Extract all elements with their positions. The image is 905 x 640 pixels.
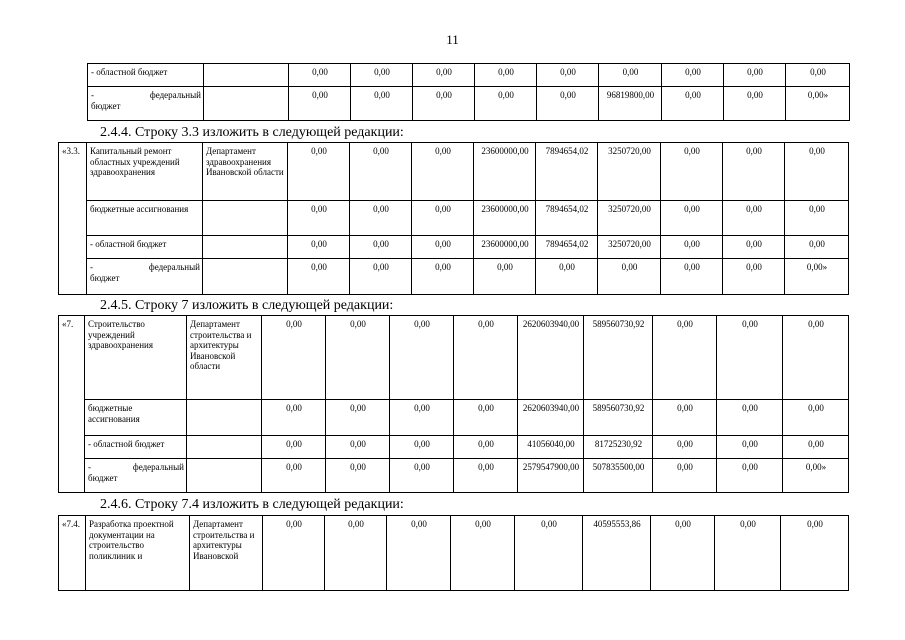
value-cell: 0,00 (288, 143, 350, 201)
table-row (59, 201, 849, 236)
value-cell: 96819800,00 (599, 87, 662, 121)
value-cell: 0,00 (651, 516, 715, 591)
value-cell: 7894654,02 (536, 201, 598, 236)
value-cell: 0,00 (288, 236, 350, 259)
value-cell: 0,00 (783, 316, 849, 400)
value-cell: 0,00» (785, 259, 849, 295)
value-cell: 0,00 (288, 201, 350, 236)
row-name: Разработка проектной документации на строительство поликлиник и (86, 516, 190, 591)
value-cell: 0,00 (724, 87, 786, 121)
executor-cell: Департамент здравоохранения Ивановской области (203, 143, 288, 201)
value-cell: 0,00 (412, 236, 474, 259)
executor-cell: Департамент строительства и архитектуры Ивановской области (187, 316, 262, 400)
value-cell: 0,00 (262, 316, 326, 400)
value-cell: 0,00 (412, 259, 474, 295)
value-cell: 0,00 (661, 201, 723, 236)
executor-cell (187, 459, 262, 493)
executor-cell (187, 400, 262, 436)
value-cell: 0,00 (413, 87, 475, 121)
value-cell: 0,00 (475, 64, 537, 87)
table-row-7 (58, 315, 849, 493)
value-cell: 0,00 (537, 64, 599, 87)
executor-cell (187, 436, 262, 459)
row-name: Капитальный ремонт областных учреждений здравоохранения (87, 143, 203, 201)
table-row-7-4 (58, 515, 849, 591)
value-cell: 0,00 (412, 143, 474, 201)
table-row (59, 236, 849, 259)
value-cell: 0,00 (662, 64, 724, 87)
page-number: 11 (446, 32, 459, 47)
row-name: - областной бюджет (88, 64, 204, 87)
value-cell: 0,00 (723, 259, 785, 295)
value-cell: 0,00 (785, 236, 849, 259)
table-row (88, 87, 850, 121)
value-cell: 7894654,02 (536, 236, 598, 259)
value-cell: 0,00 (783, 436, 849, 459)
value-cell: 0,00 (390, 400, 454, 436)
table-row (88, 64, 850, 87)
heading-row-7: 2.4.5. Строку 7 изложить в следующей редакции: (100, 298, 394, 313)
table-row (59, 436, 849, 459)
value-cell: 589560730,92 (584, 400, 653, 436)
value-cell: 0,00 (454, 316, 518, 400)
value-cell: 23600000,00 (474, 236, 536, 259)
table-row (59, 459, 849, 493)
value-cell: 0,00 (653, 459, 717, 493)
value-cell: 0,00 (350, 259, 412, 295)
value-cell: 507835500,00 (584, 459, 653, 493)
value-cell: 3250720,00 (598, 201, 661, 236)
table-top-continuation (87, 63, 850, 121)
value-cell: 0,00 (351, 64, 413, 87)
executor-cell (204, 64, 289, 87)
row-name: - федеральный бюджет (88, 87, 204, 121)
value-cell: 0,00 (661, 259, 723, 295)
value-cell: 0,00 (662, 87, 724, 121)
value-cell: 0,00 (454, 436, 518, 459)
value-cell: 0,00 (661, 143, 723, 201)
value-cell: 0,00 (785, 143, 849, 201)
table-row (59, 400, 849, 436)
value-cell: 0,00 (536, 259, 598, 295)
value-cell: 0,00 (454, 400, 518, 436)
value-cell: 0,00 (413, 64, 475, 87)
value-cell: 0,00 (325, 516, 387, 591)
value-cell: 0,00 (475, 87, 537, 121)
value-cell: 0,00 (390, 316, 454, 400)
heading-row-3-3: 2.4.4. Строку 3.3 изложить в следующей редакции: (100, 125, 404, 140)
row-name: - федеральный бюджет (85, 459, 187, 493)
value-cell: 41056040,00 (518, 436, 584, 459)
table-row (59, 316, 849, 400)
value-cell: 81725230,92 (584, 436, 653, 459)
value-cell: 0,00 (454, 459, 518, 493)
row-number: «3.3. (59, 143, 87, 295)
executor-cell (203, 201, 288, 236)
value-cell: 0,00 (387, 516, 451, 591)
value-cell: 0,00 (717, 400, 783, 436)
value-cell: 0,00 (724, 64, 786, 87)
row-name: - областной бюджет (87, 236, 203, 259)
value-cell: 0,00 (390, 459, 454, 493)
value-cell: 0,00 (289, 64, 351, 87)
value-cell: 0,00 (785, 201, 849, 236)
value-cell: 0,00 (598, 259, 661, 295)
table-row (59, 516, 849, 591)
value-cell: 0,00 (451, 516, 515, 591)
value-cell: 2620603940,00 (518, 316, 584, 400)
row-name: бюджетные ассигнования (87, 201, 203, 236)
value-cell: 0,00 (723, 236, 785, 259)
value-cell: 0,00 (599, 64, 662, 87)
value-cell: 0,00 (326, 459, 390, 493)
value-cell: 0,00 (781, 516, 849, 591)
value-cell: 0,00 (653, 316, 717, 400)
value-cell: 0,00 (653, 436, 717, 459)
value-cell: 0,00 (262, 459, 326, 493)
row-name: Строительство учреждений здравоохранения (85, 316, 187, 400)
table-row (59, 259, 849, 295)
value-cell: 589560730,92 (584, 316, 653, 400)
value-cell: 0,00 (262, 436, 326, 459)
value-cell: 0,00» (783, 459, 849, 493)
value-cell: 0,00 (537, 87, 599, 121)
value-cell: 0,00 (326, 400, 390, 436)
value-cell: 0,00 (390, 436, 454, 459)
value-cell: 0,00 (262, 400, 326, 436)
table-row (59, 143, 849, 201)
value-cell: 0,00 (661, 236, 723, 259)
value-cell: 7894654,02 (536, 143, 598, 201)
row-name: - областной бюджет (85, 436, 187, 459)
row-number: «7. (59, 316, 85, 493)
value-cell: 0,00 (715, 516, 781, 591)
value-cell: 2620603940,00 (518, 400, 584, 436)
value-cell: 0,00 (717, 316, 783, 400)
value-cell: 0,00 (263, 516, 325, 591)
executor-cell (203, 259, 288, 295)
value-cell: 0,00 (786, 64, 850, 87)
executor-cell (203, 236, 288, 259)
value-cell: 0,00» (786, 87, 850, 121)
value-cell: 23600000,00 (474, 201, 536, 236)
value-cell: 0,00 (783, 400, 849, 436)
row-number: «7.4. (59, 516, 86, 591)
value-cell: 2579547900,00 (518, 459, 584, 493)
value-cell: 0,00 (653, 400, 717, 436)
value-cell: 0,00 (412, 201, 474, 236)
value-cell: 0,00 (326, 436, 390, 459)
executor-cell: Департамент строительства и архитектуры Ивановской (190, 516, 263, 591)
heading-row-7-4: 2.4.6. Строку 7.4 изложить в следующей редакции: (100, 497, 404, 512)
value-cell: 0,00 (351, 87, 413, 121)
value-cell: 0,00 (350, 236, 412, 259)
value-cell: 0,00 (717, 436, 783, 459)
value-cell: 0,00 (350, 143, 412, 201)
value-cell: 0,00 (474, 259, 536, 295)
value-cell: 0,00 (326, 316, 390, 400)
value-cell: 0,00 (288, 259, 350, 295)
value-cell: 0,00 (515, 516, 583, 591)
value-cell: 0,00 (723, 143, 785, 201)
table-row-3-3 (58, 142, 849, 295)
row-name: - федеральный бюджет (87, 259, 203, 295)
row-name: бюджетные ассигнования (85, 400, 187, 436)
value-cell: 3250720,00 (598, 236, 661, 259)
value-cell: 0,00 (723, 201, 785, 236)
value-cell: 23600000,00 (474, 143, 536, 201)
value-cell: 0,00 (350, 201, 412, 236)
value-cell: 0,00 (289, 87, 351, 121)
value-cell: 40595553,86 (583, 516, 651, 591)
value-cell: 3250720,00 (598, 143, 661, 201)
value-cell: 0,00 (717, 459, 783, 493)
executor-cell (204, 87, 289, 121)
